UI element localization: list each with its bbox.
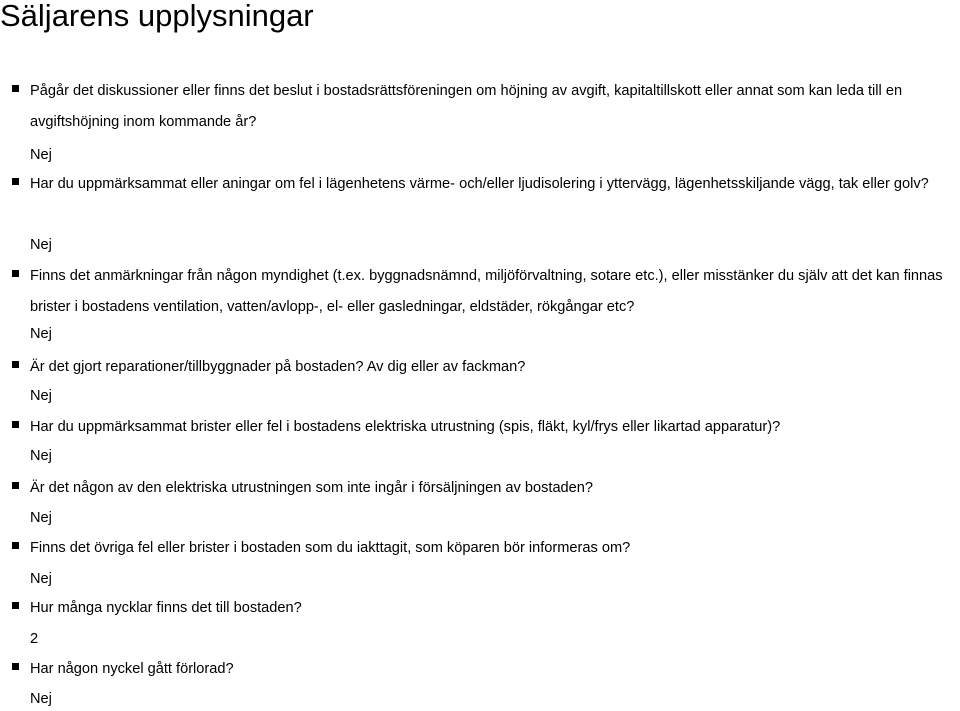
answer-text: Nej: [30, 326, 52, 342]
bullet-icon: [12, 542, 19, 549]
bullet-icon: [12, 270, 19, 277]
question-text: Pågår det diskussioner eller finns det beslut i bostadsrättsföreningen om höjning av avgift, kapitaltillskott eller annat som kan leda till en avgiftshöjning inom kommande år?: [30, 83, 903, 130]
bullet-icon: [12, 421, 19, 428]
answer-text: Nej: [30, 448, 52, 464]
question-text: Har du uppmärksammat brister eller fel i bostadens elektriska utrustning (spis, fläkt, kyl/frys eller likartad apparatur)?: [30, 419, 781, 435]
answer-text: Nej: [30, 388, 52, 404]
page-title: Säljarens upplysningar: [0, 0, 314, 33]
answer-text: Nej: [30, 147, 52, 163]
answer-text: Nej: [30, 571, 52, 587]
question-text: Är det någon av den elektriska utrustningen som inte ingår i försäljningen av bostaden?: [30, 480, 594, 496]
question-text: Finns det övriga fel eller brister i bostaden som du iakttagit, som köparen bör informeras om?: [30, 540, 631, 556]
bullet-icon: [12, 663, 19, 670]
answer-text: 2: [30, 631, 39, 647]
question-text: Har du uppmärksammat eller aningar om fel i lägenhetens värme- och/eller ljudisolering i yttervägg, lägenhetsskiljande vägg, tak eller golv?: [30, 176, 929, 192]
bullet-icon: [12, 482, 19, 489]
question-text: Finns det anmärkningar från någon myndighet (t.ex. byggnadsnämnd, miljöförvaltning, sotare etc.), eller misstänker du själv att det kan finnas brister i bostadens ventilation, vatten/avlopp-, el- eller gasledningar, eldstäder, rökgångar etc?: [30, 268, 943, 315]
bullet-icon: [12, 85, 19, 92]
bullet-icon: [12, 361, 19, 368]
answer-text: Nej: [30, 691, 52, 707]
bullet-icon: [12, 178, 19, 185]
bullet-icon: [12, 602, 19, 609]
question-text: Är det gjort reparationer/tillbyggnader på bostaden? Av dig eller av fackman?: [30, 359, 526, 375]
answer-text: Nej: [30, 510, 52, 526]
question-text: Hur många nycklar finns det till bostaden?: [30, 600, 302, 616]
answer-text: Nej: [30, 237, 52, 253]
question-text: Har någon nyckel gått förlorad?: [30, 661, 234, 677]
